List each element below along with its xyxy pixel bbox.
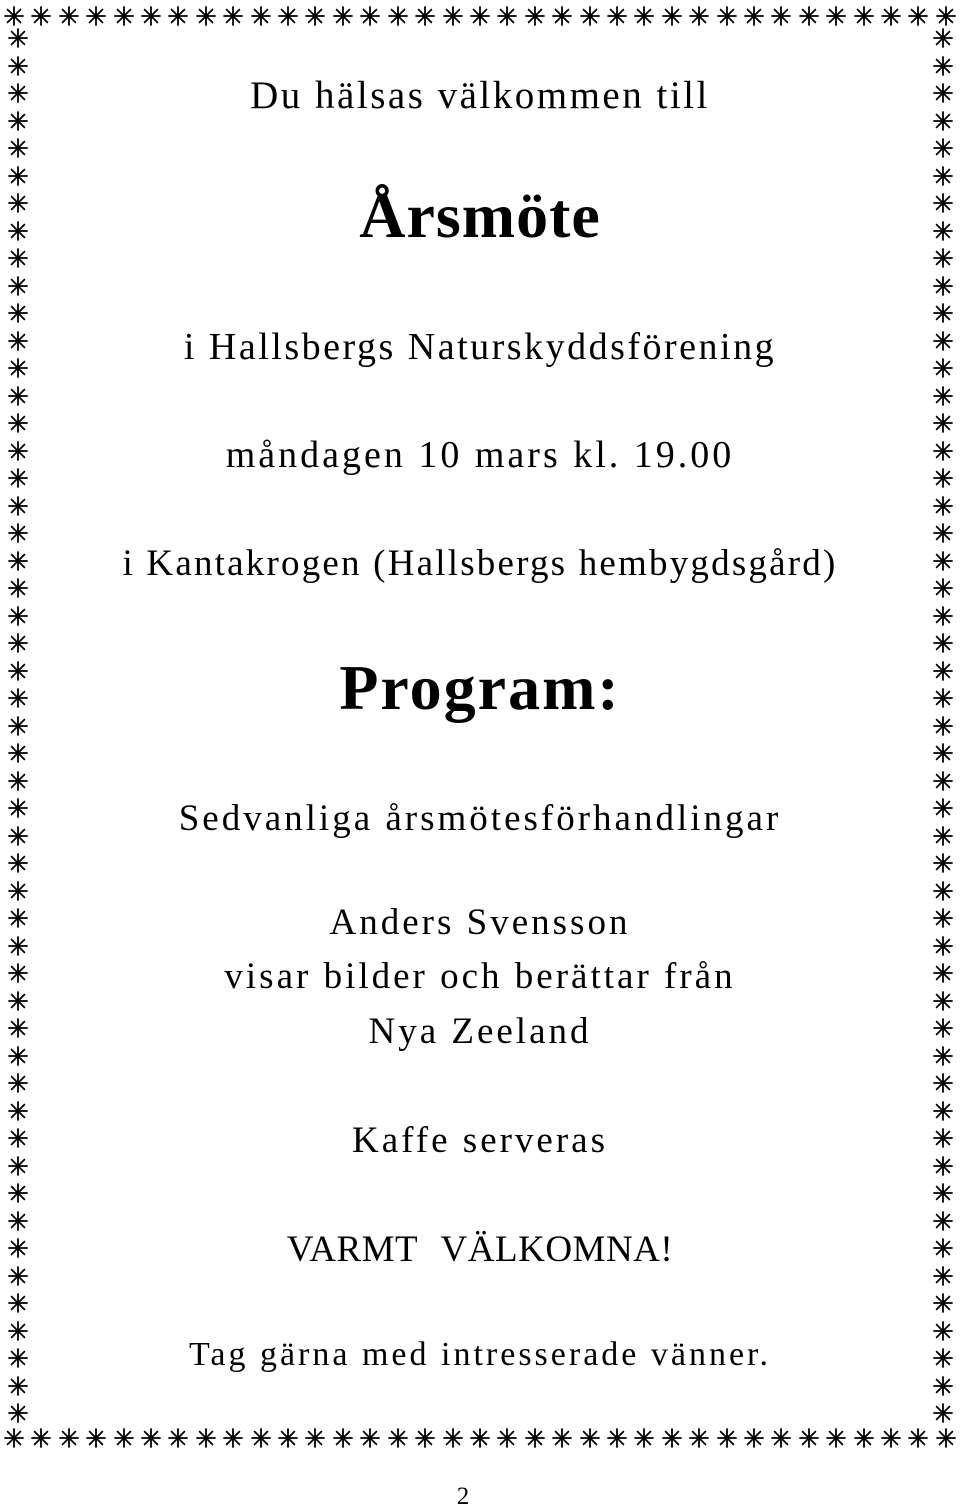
asterisk-star-icon: [634, 6, 654, 26]
asterisk-star-icon: [933, 303, 953, 323]
asterisk-star-icon: [933, 853, 953, 873]
asterisk-star-icon: [59, 1428, 79, 1448]
asterisk-star-icon: [933, 386, 953, 406]
asterisk-star-icon: [933, 166, 953, 186]
asterisk-star-icon: [933, 1403, 953, 1423]
asterisk-star-icon: [933, 881, 953, 901]
asterisk-star-icon: [8, 771, 28, 791]
asterisk-star-icon: [8, 1376, 28, 1396]
asterisk-star-icon: [415, 6, 435, 26]
asterisk-star-icon: [933, 1266, 953, 1286]
asterisk-star-icon: [933, 248, 953, 268]
asterisk-star-icon: [8, 166, 28, 186]
asterisk-star-icon: [8, 1211, 28, 1231]
asterisk-star-icon: [908, 6, 928, 26]
asterisk-star-icon: [771, 1428, 791, 1448]
asterisk-star-icon: [196, 6, 216, 26]
asterisk-star-icon: [86, 1428, 106, 1448]
asterisk-star-icon: [552, 6, 572, 26]
asterisk-star-icon: [933, 606, 953, 626]
page-number: 2: [456, 1483, 470, 1510]
asterisk-star-icon: [634, 1428, 654, 1448]
asterisk-star-icon: [936, 6, 956, 26]
asterisk-star-icon: [360, 1428, 380, 1448]
asterisk-star-icon: [8, 881, 28, 901]
border-top: [0, 2, 960, 29]
asterisk-star-icon: [771, 6, 791, 26]
asterisk-star-icon: [908, 1428, 928, 1448]
asterisk-star-icon: [525, 1428, 545, 1448]
asterisk-star-icon: [8, 853, 28, 873]
asterisk-star-icon: [933, 138, 953, 158]
asterisk-star-icon: [933, 633, 953, 653]
asterisk-star-icon: [8, 276, 28, 296]
asterisk-star-icon: [8, 523, 28, 543]
asterisk-star-icon: [8, 1101, 28, 1121]
asterisk-star-icon: [31, 6, 51, 26]
asterisk-star-icon: [4, 1428, 24, 1448]
asterisk-star-icon: [415, 1428, 435, 1448]
asterisk-star-icon: [168, 6, 188, 26]
program-item-topic: Nya Zeeland: [368, 1011, 592, 1052]
asterisk-star-icon: [333, 1428, 353, 1448]
asterisk-star-icon: [826, 1428, 846, 1448]
asterisk-star-icon: [168, 1428, 188, 1448]
asterisk-star-icon: [552, 1428, 572, 1448]
asterisk-star-icon: [933, 276, 953, 296]
asterisk-star-icon: [278, 1428, 298, 1448]
organization-name: i Hallsbergs Naturskyddsförening: [183, 326, 777, 368]
asterisk-star-icon: [933, 771, 953, 791]
asterisk-star-icon: [305, 1428, 325, 1448]
program-item-coffee: Kaffe serveras: [352, 1120, 608, 1161]
asterisk-star-icon: [8, 386, 28, 406]
asterisk-star-icon: [717, 6, 737, 26]
asterisk-star-icon: [305, 6, 325, 26]
asterisk-star-icon: [933, 1293, 953, 1313]
asterisk-star-icon: [744, 1428, 764, 1448]
asterisk-star-icon: [8, 1293, 28, 1313]
asterisk-star-icon: [278, 6, 298, 26]
asterisk-star-icon: [8, 633, 28, 653]
asterisk-star-icon: [662, 1428, 682, 1448]
meeting-title: Årsmöte: [359, 180, 601, 251]
asterisk-star-icon: [933, 413, 953, 433]
asterisk-star-icon: [933, 1376, 953, 1396]
asterisk-star-icon: [881, 6, 901, 26]
asterisk-star-icon: [443, 1428, 463, 1448]
asterisk-star-icon: [580, 1428, 600, 1448]
asterisk-star-icon: [223, 6, 243, 26]
asterisk-star-icon: [826, 6, 846, 26]
asterisk-star-icon: [933, 1211, 953, 1231]
program-item-agenda: Sedvanliga årsmötesförhandlingar: [178, 798, 782, 839]
asterisk-star-icon: [933, 1101, 953, 1121]
asterisk-star-icon: [8, 248, 28, 268]
asterisk-star-icon: [689, 1428, 709, 1448]
asterisk-star-icon: [8, 303, 28, 323]
asterisk-star-icon: [470, 6, 490, 26]
asterisk-star-icon: [497, 1428, 517, 1448]
asterisk-star-icon: [607, 1428, 627, 1448]
asterisk-star-icon: [59, 6, 79, 26]
asterisk-star-icon: [933, 496, 953, 516]
asterisk-star-icon: [8, 56, 28, 76]
asterisk-star-icon: [525, 6, 545, 26]
border-bottom: [0, 1424, 960, 1451]
asterisk-star-icon: [114, 6, 134, 26]
asterisk-star-icon: [933, 28, 953, 48]
invite-friends-text: Tag gärna med intresserade vänner.: [188, 1336, 772, 1373]
program-heading: Program:: [339, 652, 621, 723]
asterisk-star-icon: [8, 743, 28, 763]
closing-greeting: VARMT VÄLKOMNA!: [286, 1229, 674, 1270]
asterisk-star-icon: [662, 6, 682, 26]
asterisk-star-icon: [854, 6, 874, 26]
asterisk-star-icon: [933, 56, 953, 76]
asterisk-star-icon: [141, 1428, 161, 1448]
asterisk-star-icon: [799, 6, 819, 26]
asterisk-star-icon: [470, 1428, 490, 1448]
asterisk-star-icon: [881, 1428, 901, 1448]
asterisk-star-icon: [223, 1428, 243, 1448]
asterisk-star-icon: [497, 6, 517, 26]
asterisk-star-icon: [607, 6, 627, 26]
program-item-talk: visar bilder och berättar från: [224, 956, 736, 997]
asterisk-star-icon: [744, 6, 764, 26]
asterisk-star-icon: [8, 496, 28, 516]
asterisk-star-icon: [933, 523, 953, 543]
program-item-speaker: Anders Svensson: [329, 902, 631, 943]
asterisk-star-icon: [141, 6, 161, 26]
asterisk-star-icon: [4, 6, 24, 26]
asterisk-star-icon: [8, 1183, 28, 1203]
asterisk-star-icon: [8, 138, 28, 158]
asterisk-star-icon: [933, 1183, 953, 1203]
asterisk-star-icon: [388, 1428, 408, 1448]
asterisk-star-icon: [443, 6, 463, 26]
asterisk-star-icon: [580, 6, 600, 26]
asterisk-star-icon: [196, 1428, 216, 1448]
asterisk-star-icon: [114, 1428, 134, 1448]
asterisk-star-icon: [799, 1428, 819, 1448]
asterisk-star-icon: [31, 1428, 51, 1448]
meeting-date: måndagen 10 mars kl. 19.00: [225, 434, 735, 476]
asterisk-star-icon: [8, 28, 28, 48]
meeting-venue: i Kantakrogen (Hallsbergs hembygdsgård): [122, 543, 838, 584]
asterisk-star-icon: [360, 6, 380, 26]
asterisk-star-icon: [333, 6, 353, 26]
asterisk-star-icon: [854, 1428, 874, 1448]
asterisk-star-icon: [251, 6, 271, 26]
asterisk-star-icon: [8, 606, 28, 626]
asterisk-star-icon: [717, 1428, 737, 1448]
asterisk-star-icon: [388, 6, 408, 26]
asterisk-star-icon: [689, 6, 709, 26]
asterisk-star-icon: [8, 1403, 28, 1423]
asterisk-star-icon: [251, 1428, 271, 1448]
asterisk-star-icon: [933, 743, 953, 763]
asterisk-star-icon: [86, 6, 106, 26]
welcome-text: Du hälsas välkommen till: [250, 74, 710, 117]
asterisk-star-icon: [8, 1266, 28, 1286]
asterisk-star-icon: [936, 1428, 956, 1448]
asterisk-star-icon: [933, 1073, 953, 1093]
asterisk-star-icon: [8, 413, 28, 433]
asterisk-star-icon: [8, 1073, 28, 1093]
